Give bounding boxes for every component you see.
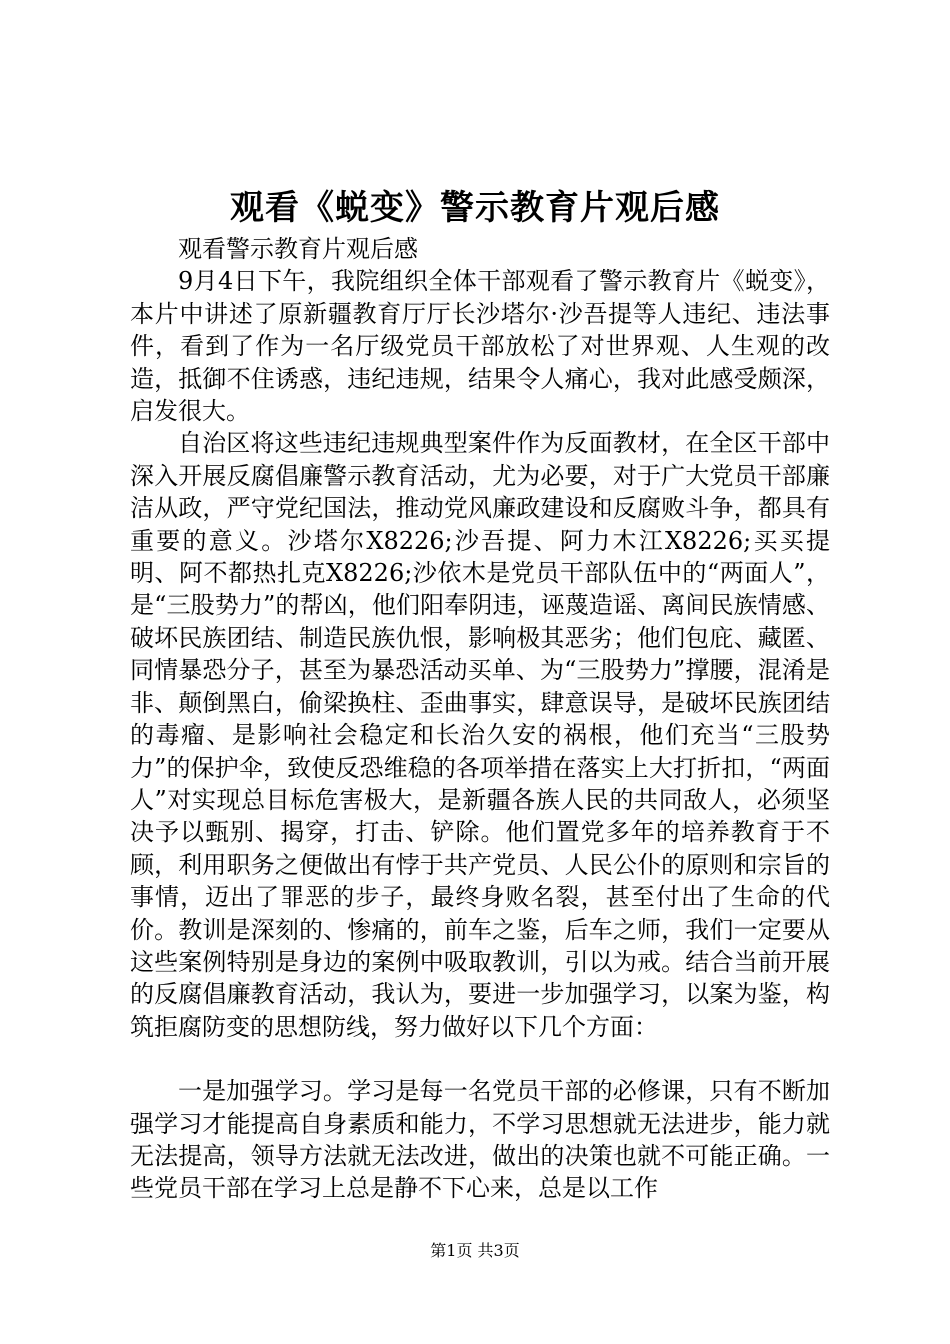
- page-footer: 第1页 共3页: [430, 1241, 520, 1260]
- point-one-paragraph: 一是加强学习。学习是每一名党员干部的必修课，只有不断加强学习才能提高自身素质和能力，不学习思想就无法进步，能力就无法提高，领导方法就无法改进，做出的决策也就不可能正确。一些党员干部在学习上总是静不下心来，总是以工作: [130, 1077, 830, 1203]
- main-paragraph: 自治区将这些违纪违规典型案件作为反面教材，在全区干部中深入开展反腐倡廉警示教育活动，尤为必要，对于广大党员干部廉洁从政，严守党纪国法，推动党风廉政建设和反腐败斗争，都具有重要的意义。沙塔尔X8226;沙吾提、阿力木江X8226;买买提明、阿不都热扎克X8226;沙依木是党员干部队伍中的“两面人”，是“三股势力”的帮凶，他们阳奉阴违，诬蔑造谣、离间民族情感、破坏民族团结、制造民族仇恨，影响极其恶劣；他们包庇、藏匿、同情暴恐分子，甚至为暴恐活动买单、为“三股势力”撑腰，混淆是非、颠倒黑白，偷梁换柱、歪曲事实，肆意误导，是破坏民族团结的毒瘤、是影响社会稳定和长治久安的祸根，他们充当“三股势力”的保护伞，致使反恐维稳的各项举措在落实上大打折扣，“两面人”对实现总目标危害极大，是新疆各族人民的共同敌人，必须坚决予以甄别、揭穿，打击、铲除。他们置党多年的培养教育于不顾，利用职务之便做出有悖于共产党员、人民公仆的原则和宗旨的事情，迈出了罪恶的步子，最终身败名裂，甚至付出了生命的代价。教训是深刻的、惨痛的，前车之鉴，后车之师，我们一定要从这些案例特别是身边的案例中吸取教训，引以为戒。结合当前开展的反腐倡廉教育活动，我认为，要进一步加强学习，以案为鉴，构筑拒腐防变的思想防线，努力做好以下几个方面：: [130, 429, 830, 1041]
- intro-paragraph: 9月4日下午，我院组织全体干部观看了警示教育片《蜕变》，本片中讲述了原新疆教育厅厅长沙塔尔·沙吾提等人违纪、违法事件，看到了作为一名厅级党员干部放松了对世界观、人生观的改造，抵御不住诱惑，违纪违规，结果令人痛心，我对此感受颇深，启发很大。: [130, 267, 830, 426]
- document-body: [130, 233, 830, 1205]
- paragraph-gap: [130, 1043, 830, 1075]
- subtitle-paragraph: 观看警示教育片观后感: [178, 235, 418, 263]
- document-title: 观看《蜕变》警示教育片观后感: [230, 188, 720, 228]
